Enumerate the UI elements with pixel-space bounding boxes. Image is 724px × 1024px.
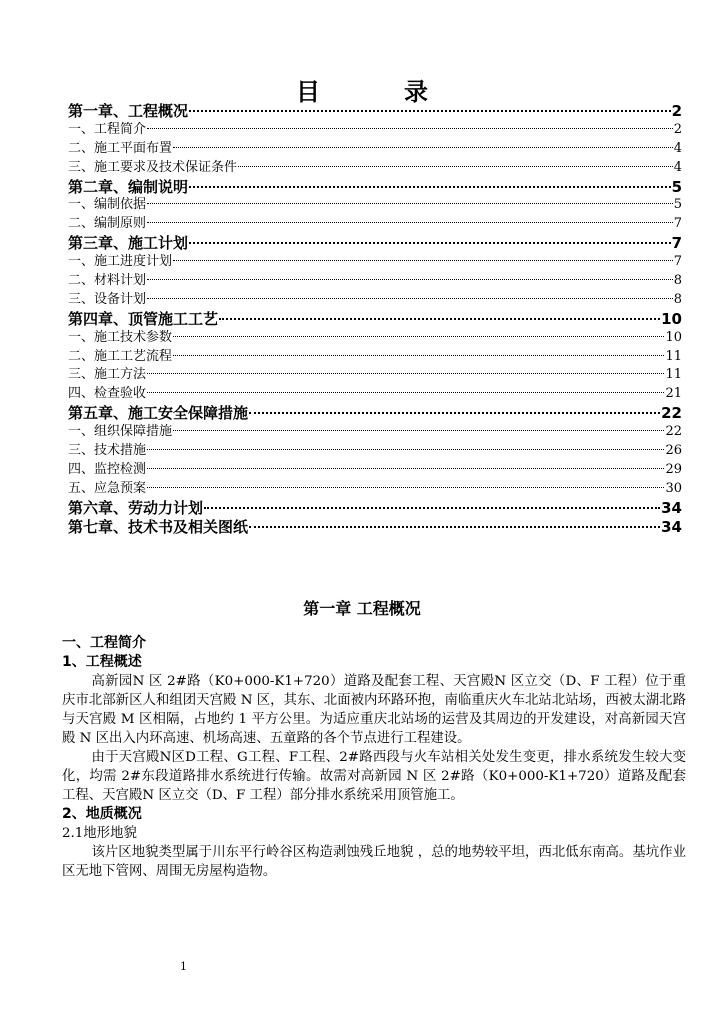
toc-entry-page: 4 <box>673 140 682 156</box>
toc-leader-dots <box>189 186 671 188</box>
toc-title: 目 录 <box>296 78 458 106</box>
toc-entry-label: 一、编制依据 <box>68 197 147 213</box>
toc-entry-label: 三、施工要求及技术保证条件 <box>68 159 238 175</box>
toc-leader-dots <box>147 222 673 223</box>
toc-entry-label: 二、施工平面布置 <box>68 140 173 156</box>
toc-leader-dots <box>204 507 660 509</box>
toc-entry-label: 一、组织保障措施 <box>68 424 173 440</box>
toc-chapter-entry <box>68 178 682 197</box>
chapter-heading: 第一章 工程概况 <box>303 599 421 618</box>
toc-leader-dots <box>147 487 664 488</box>
subsection-title: 1、工程概述 <box>62 654 142 670</box>
toc-entry-label: 五、应急预案 <box>68 480 147 496</box>
toc-section-entry <box>68 159 682 178</box>
toc-entry-page: 2 <box>671 102 682 120</box>
paragraph: 高新园N 区 2#路（K0+000-K1+720）道路及配套工程、天宫殿N 区立交（D、F 工程）位于重庆市北部新区人和组团天宫殿 N 区，其东、北面被内环路环抱，南临重庆火车北站北站场，西被太湖北路与天宫殿 M 区相隔，占地约 1 平方公里。为适应重庆北站场的运营及其周边的开发建设，对高新园天宫殿 N 区出入内环高速、机场高速、五童路的各个节点进行工程建设。 <box>62 674 686 746</box>
toc-entry-page: 22 <box>661 404 682 423</box>
toc-section-entry <box>68 121 682 140</box>
toc-entry-page: 30 <box>665 480 682 496</box>
toc-entry-page: 4 <box>673 159 682 175</box>
toc-entry-label: 四、监控检测 <box>68 461 147 477</box>
toc-leader-dots <box>147 298 673 299</box>
toc-entry-page: 10 <box>665 329 682 345</box>
toc-chapter-entry <box>68 518 682 537</box>
toc-leader-dots <box>249 526 660 528</box>
toc-entry-label: 一、施工技术参数 <box>68 329 173 345</box>
paragraph: 该片区地貌类型属于川东平行岭谷区构造剥蚀残丘地貌 ，总的地势较平坦，西北低东南高。基坑作业区无地下管网、周围无房屋构造物。 <box>62 845 686 879</box>
toc-section-entry <box>68 366 682 385</box>
toc-entry-page: 34 <box>661 498 682 517</box>
toc-entry-page: 8 <box>673 273 682 289</box>
table-of-contents <box>68 102 682 536</box>
toc-section-entry <box>68 253 682 272</box>
toc-leader-dots <box>147 128 673 129</box>
toc-entry-page: 7 <box>673 254 682 270</box>
toc-section-entry <box>68 423 682 442</box>
toc-leader-dots <box>189 110 671 112</box>
toc-entry-page: 7 <box>671 234 682 253</box>
toc-entry-page: 11 <box>665 367 682 383</box>
toc-chapter-entry <box>68 404 682 423</box>
toc-chapter-entry <box>68 310 682 329</box>
toc-entry-page: 7 <box>673 216 682 232</box>
toc-entry-label: 第七章、技术书及相关图纸 <box>68 517 249 536</box>
toc-section-entry <box>68 140 682 159</box>
toc-entry-label: 三、施工方法 <box>68 367 147 383</box>
toc-section-entry <box>68 291 682 310</box>
toc-entry-label: 第二章、编制说明 <box>68 177 189 196</box>
toc-entry-label: 一、施工进度计划 <box>68 254 173 270</box>
subsection-title: 2、地质概况 <box>62 806 142 822</box>
toc-leader-dots <box>147 392 664 393</box>
toc-entry-label: 一、工程简介 <box>68 121 147 137</box>
toc-entry-page: 26 <box>665 443 682 459</box>
toc-leader-dots <box>173 355 664 356</box>
toc-entry-label: 三、技术措施 <box>68 443 147 459</box>
toc-entry-label: 第一章、工程概况 <box>68 102 189 120</box>
toc-section-entry <box>68 442 682 461</box>
section-title: 一、工程简介 <box>62 635 146 651</box>
toc-leader-dots <box>147 203 673 204</box>
toc-entry-page: 5 <box>671 177 682 196</box>
toc-leader-dots <box>147 449 664 450</box>
toc-leader-dots <box>147 468 664 469</box>
toc-section-entry <box>68 385 682 404</box>
toc-leader-dots <box>173 430 664 431</box>
toc-leader-dots <box>173 147 673 148</box>
toc-entry-label: 第三章、施工计划 <box>68 234 189 253</box>
toc-entry-label: 二、施工工艺流程 <box>68 348 173 364</box>
toc-section-entry <box>68 272 682 291</box>
chapter-body <box>62 634 686 881</box>
toc-leader-dots <box>147 373 664 374</box>
toc-leader-dots <box>219 318 660 320</box>
toc-section-entry <box>68 348 682 367</box>
toc-chapter-entry <box>68 234 682 253</box>
toc-entry-label: 第六章、劳动力计划 <box>68 498 204 517</box>
toc-section-entry <box>68 196 682 215</box>
paragraph: 由于天宫殿N区D工程、G工程、F工程、2#路西段与火车站相关处发生变更，排水系统发生较大变化，均需 2#东段道路排水系统进行传输。故需对高新园 N 区 2#路（K0+000-K1+720）道路及配套工程、天宫殿N 区立交（D、F 工程）部分排水系统采用顶管施工。 <box>62 750 686 803</box>
toc-leader-dots <box>173 260 673 261</box>
toc-entry-page: 2 <box>673 121 682 137</box>
toc-entry-label: 第四章、顶管施工工艺 <box>68 309 219 328</box>
toc-section-entry <box>68 480 682 499</box>
toc-entry-page: 34 <box>661 517 682 536</box>
toc-entry-page: 8 <box>673 291 682 307</box>
toc-leader-dots <box>189 242 671 244</box>
toc-leader-dots <box>249 412 660 414</box>
toc-entry-label: 四、检查验收 <box>68 386 147 402</box>
toc-entry-label: 二、材料计划 <box>68 273 147 289</box>
page-number: 1 <box>180 960 187 973</box>
toc-entry-page: 21 <box>665 386 682 402</box>
toc-section-entry <box>68 461 682 480</box>
toc-leader-dots <box>238 166 673 167</box>
toc-chapter-entry <box>68 499 682 518</box>
toc-entry-label: 三、设备计划 <box>68 291 147 307</box>
toc-section-entry <box>68 215 682 234</box>
toc-section-entry <box>68 329 682 348</box>
toc-entry-label: 第五章、施工安全保障措施 <box>68 404 249 423</box>
toc-entry-page: 5 <box>673 197 682 213</box>
toc-entry-page: 22 <box>665 424 682 440</box>
toc-entry-page: 29 <box>665 461 682 477</box>
toc-chapter-entry <box>68 102 682 121</box>
subsubsection-title: 2.1地形地貌 <box>62 826 137 841</box>
toc-entry-page: 11 <box>665 348 682 364</box>
toc-leader-dots <box>147 279 673 280</box>
toc-entry-label: 二、编制原则 <box>68 216 147 232</box>
toc-leader-dots <box>173 336 664 337</box>
toc-entry-page: 10 <box>661 309 682 328</box>
